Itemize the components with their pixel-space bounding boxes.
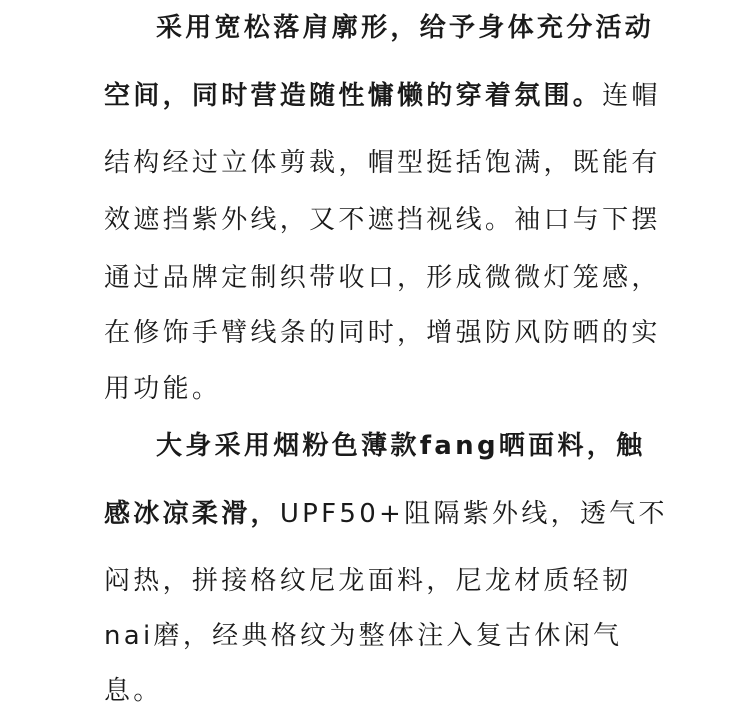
paragraph-2-line-1: 大身采用烟粉色薄款fang晒面料，触 xyxy=(156,431,646,461)
paragraph-1-line-7: 用功能。 xyxy=(104,374,222,404)
paragraph-2-line-3: 闷热，拼接格纹尼龙面料，尼龙材质轻韧 xyxy=(104,566,632,596)
paragraph-1-line-3: 结构经过立体剪裁，帽型挺括饱满，既能有 xyxy=(104,148,661,178)
paragraph-2-line-2 xyxy=(104,497,668,531)
paragraph-1-line-4: 效遮挡紫外线，又不遮挡视线。袖口与下摆 xyxy=(104,205,661,235)
paragraph-1-line-2-rest: 连帽 xyxy=(602,81,661,111)
paragraph-2-line-2-bold: 感冰凉柔滑， xyxy=(104,499,280,529)
paragraph-1-line-5: 通过品牌定制织带收口，形成微微灯笼感， xyxy=(104,263,661,293)
paragraph-1-line-6: 在修饰手臂线条的同时，增强防风防晒的实 xyxy=(104,318,661,348)
paragraph-1-line-2-bold: 空间，同时营造随性慵懒的穿着氛围。 xyxy=(104,81,603,111)
paragraph-1-line-2 xyxy=(104,79,661,113)
paragraph-2-line-2-rest: UPF50+阻隔紫外线，透气不 xyxy=(279,499,668,529)
paragraph-2-line-5: 息。 xyxy=(104,676,163,706)
paragraph-1-line-1: 采用宽松落肩廓形，给予身体充分活动 xyxy=(156,13,655,43)
paragraph-2-line-4: nai磨，经典格纹为整体注入复古休闲气 xyxy=(104,621,623,651)
